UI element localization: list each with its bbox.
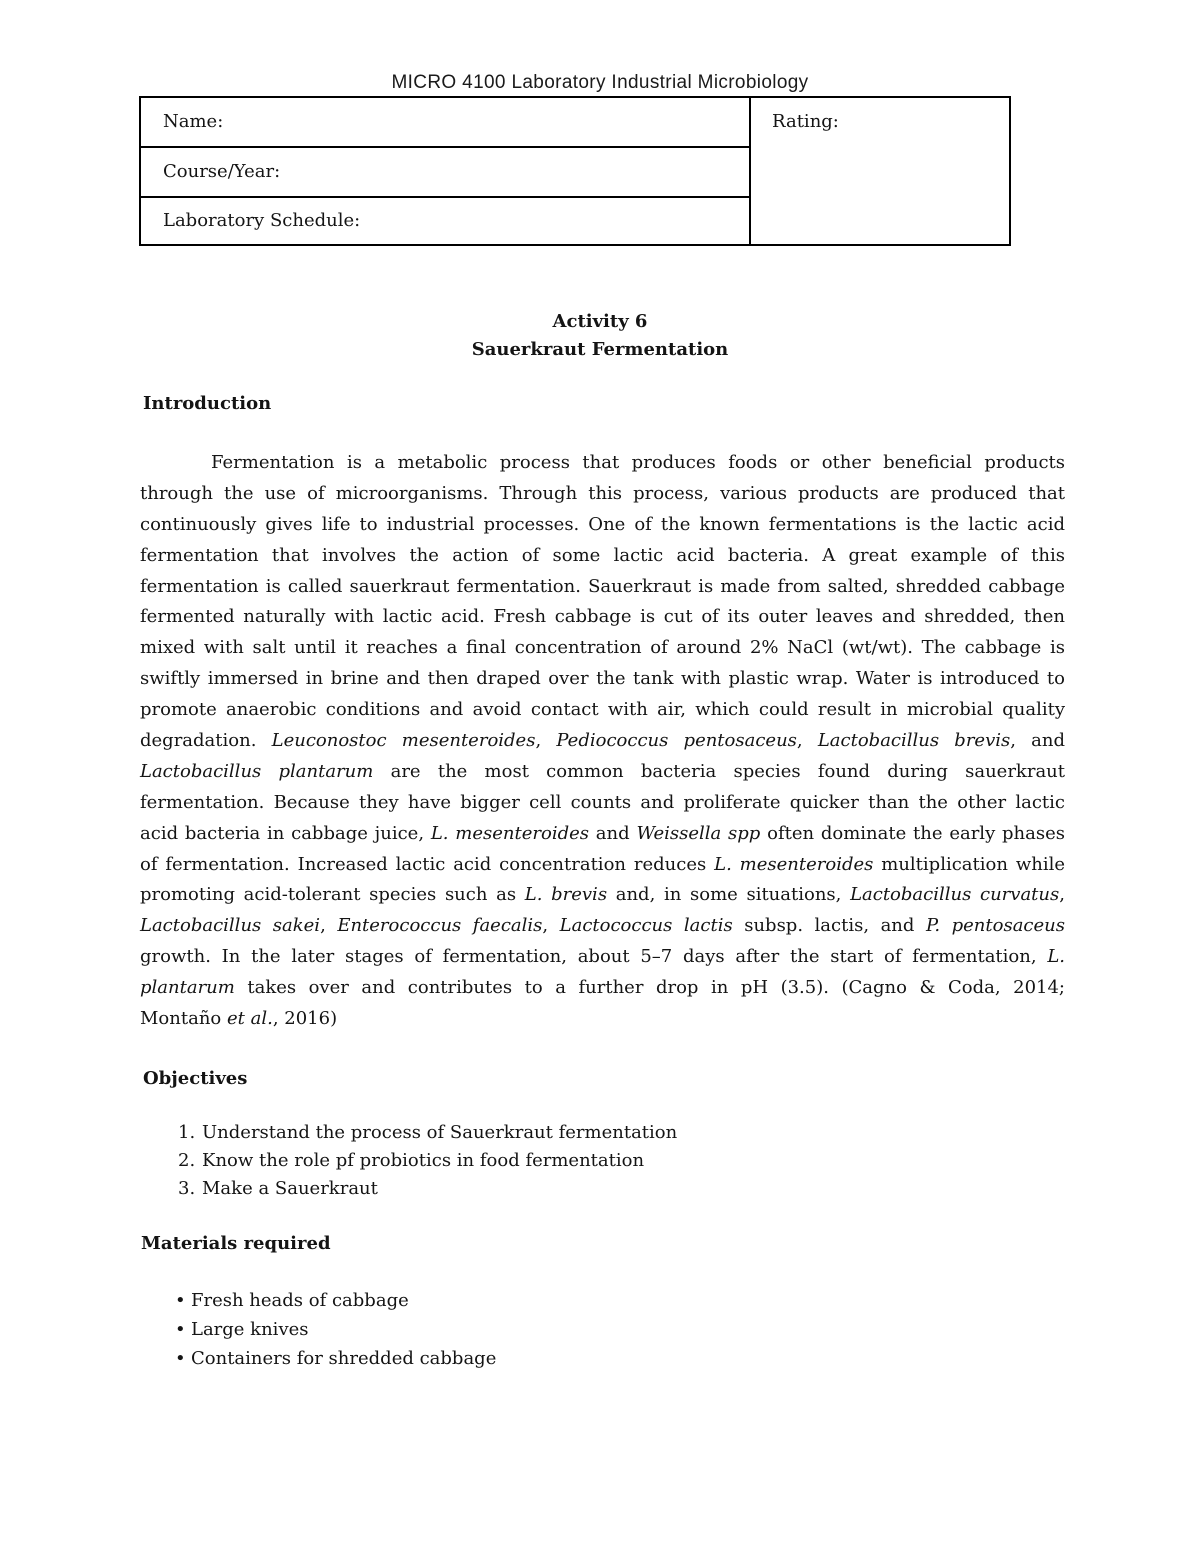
course-year-label: Course/Year: [163,161,281,182]
course-header: MICRO 4100 Laboratory Industrial Microbiology [391,72,809,93]
paragraph-text: Fermentation is a metabolic process that produces foods or other beneficial products [211,452,1065,473]
paragraph-text: are the most common bacteria species found during sauerkraut [373,760,1066,782]
introduction-paragraph [140,448,1065,1035]
paragraph-text: fermented naturally with lactic acid. Fresh cabbage is cut of its outer leaves and shredded, then [140,606,1065,628]
paragraph-line-text [140,483,1065,504]
laboratory-schedule-label: Laboratory Schedule: [163,210,361,231]
paragraph-text: , [535,730,557,752]
paragraph-line [140,850,1065,881]
paragraph-line [140,1004,1065,1035]
species-name-italic: L. mesenteroides [714,853,874,875]
objectives-heading: Objectives [143,1068,248,1089]
paragraph-line [140,633,1065,664]
paragraph-line-text [140,946,1065,967]
paragraph-line [140,448,1065,479]
paragraph-text: takes over and contributes to a further drop in pH (3.5). (Cagno & Coda, 2014; [234,977,1065,999]
paragraph-line-text [140,884,1065,905]
rating-label: Rating: [772,111,839,132]
paragraph-line-text [140,606,1065,627]
paragraph-line [140,664,1065,695]
paragraph-text: swiftly immersed in brine and then draped over the tank with plastic wrap. Water is introduced to [140,668,1065,690]
list-item [175,1344,496,1373]
laboratory-schedule-cell [141,198,749,244]
paragraph-text: , [1059,884,1065,906]
paragraph-text: subsp. lactis, and [732,915,926,937]
name-label: Name: [163,111,224,132]
species-name-italic: P. pentosaceus [925,915,1066,937]
paragraph-line-text [140,854,1065,875]
bullet-icon: • [175,1290,186,1311]
paragraph-line-text [211,452,1065,473]
paragraph-line [140,911,1065,942]
list-item [178,1147,677,1175]
paragraph-line [140,695,1065,726]
species-name-italic: Pediococcus pentosaceus [556,730,797,752]
paragraph-text: , [542,915,560,937]
paragraph-line [140,819,1065,850]
paragraph-text: often dominate the early phases [760,822,1065,844]
paragraph-text: growth. In the later stages of fermentation, about 5–7 days after the start of fermentation, [140,946,1048,968]
list-item-text: Make a Sauerkraut [202,1178,378,1199]
paragraph-text: continuously gives life to industrial processes. One of the known fermentations is the lactic acid [140,513,1065,535]
paragraph-line [140,572,1065,603]
paragraph-line-text [140,823,1065,844]
paragraph-line-text [140,915,1065,936]
paragraph-text: fermentation is called sauerkraut fermentation. Sauerkraut is made from salted, shredded cabbage [140,575,1065,597]
species-name-italic: Lactobacillus sakei [140,915,321,937]
name-cell [141,98,749,148]
paragraph-line-text [140,977,1065,998]
paragraph-text: promoting acid-tolerant species such as [140,884,525,906]
list-item-text: Understand the process of Sauerkraut fermentation [202,1122,678,1143]
species-name-italic: Enterococcus faecalis [337,915,543,937]
activity-title: Sauerkraut Fermentation [471,339,729,360]
paragraph-text: and [589,822,637,844]
paragraph-text: degradation. [140,730,272,752]
paragraph-text: , 2016) [272,1008,338,1030]
species-name-italic: et al. [226,1008,273,1030]
paragraph-line-text [140,545,1065,566]
paragraph-line-text [140,514,1065,535]
list-number: 1. [178,1122,196,1143]
list-item-text: Know the role pf probiotics in food fermentation [202,1150,645,1171]
paragraph-text: , [320,915,338,937]
species-name-italic: Weissella spp [636,822,761,844]
paragraph-line-text [140,730,1065,751]
species-name-italic: Leuconostoc mesenteroides [271,730,536,752]
paragraph-text: , [796,730,818,752]
introduction-heading: Introduction [143,393,272,414]
list-item-text: Containers for shredded cabbage [191,1348,497,1369]
paragraph-line [140,880,1065,911]
paragraph-line [140,973,1065,1004]
species-name-italic: Lactococcus lactis [559,915,733,937]
paragraph-line [140,479,1065,510]
species-name-italic: L. [1047,946,1065,968]
list-item [175,1315,496,1344]
paragraph-line [140,602,1065,633]
activity-number: Activity 6 [552,311,648,332]
paragraph-line [140,541,1065,572]
paragraph-text: of fermentation. Increased lactic acid concentration reduces [140,853,715,875]
course-year-cell [141,148,749,198]
paragraph-line-text [140,761,1065,782]
species-name-italic: Lactobacillus plantarum [140,760,374,782]
paragraph-line-text [140,637,1065,658]
student-info-left-column [141,98,751,244]
paragraph-line-text [140,792,1065,813]
paragraph-text: acid bacteria in cabbage juice, [140,822,431,844]
paragraph-text: fermentation that involves the action of some lactic acid bacteria. A great example of this [140,544,1065,566]
paragraph-text: Montaño [140,1008,227,1030]
list-item-text: Fresh heads of cabbage [191,1290,409,1311]
paragraph-text: fermentation. Because they have bigger cell counts and proliferate quicker than the other lactic [140,791,1065,813]
paragraph-line-text [140,1008,337,1029]
paragraph-line [140,942,1065,973]
list-number: 3. [178,1178,196,1199]
paragraph-text: promote anaerobic conditions and avoid contact with air, which could result in microbial quality [140,699,1065,721]
paragraph-line-text [140,699,1065,720]
paragraph-line-text [140,576,1065,597]
paragraph-line [140,726,1065,757]
rating-cell [751,98,1009,244]
paragraph-text: mixed with salt until it reaches a final concentration of around 2% NaCl (wt/wt). The cabbage is [140,637,1065,659]
species-name-italic: Lactobacillus curvatus [850,884,1060,906]
list-item-text: Large knives [191,1319,309,1340]
objectives-list [178,1119,677,1203]
paragraph-line [140,788,1065,819]
paragraph-line [140,757,1065,788]
list-item [175,1286,496,1315]
paragraph-line [140,510,1065,541]
species-name-italic: plantarum [140,977,235,999]
species-name-italic: Lactobacillus brevis [817,730,1011,752]
species-name-italic: L. mesenteroides [430,822,590,844]
paragraph-line-text [140,668,1065,689]
paragraph-text: and, in some situations, [607,884,851,906]
list-number: 2. [178,1150,196,1171]
materials-heading: Materials required [141,1233,331,1254]
paragraph-text: , and [1010,730,1066,752]
bullet-icon: • [175,1348,186,1369]
bullet-icon: • [175,1319,186,1340]
materials-list [175,1286,496,1373]
paragraph-text: through the use of microorganisms. Through this process, various products are produced that [140,482,1065,504]
paragraph-text: multiplication while [873,853,1065,875]
list-item [178,1175,677,1203]
list-item [178,1119,677,1147]
student-info-table [139,96,1011,246]
species-name-italic: L. brevis [524,884,608,906]
